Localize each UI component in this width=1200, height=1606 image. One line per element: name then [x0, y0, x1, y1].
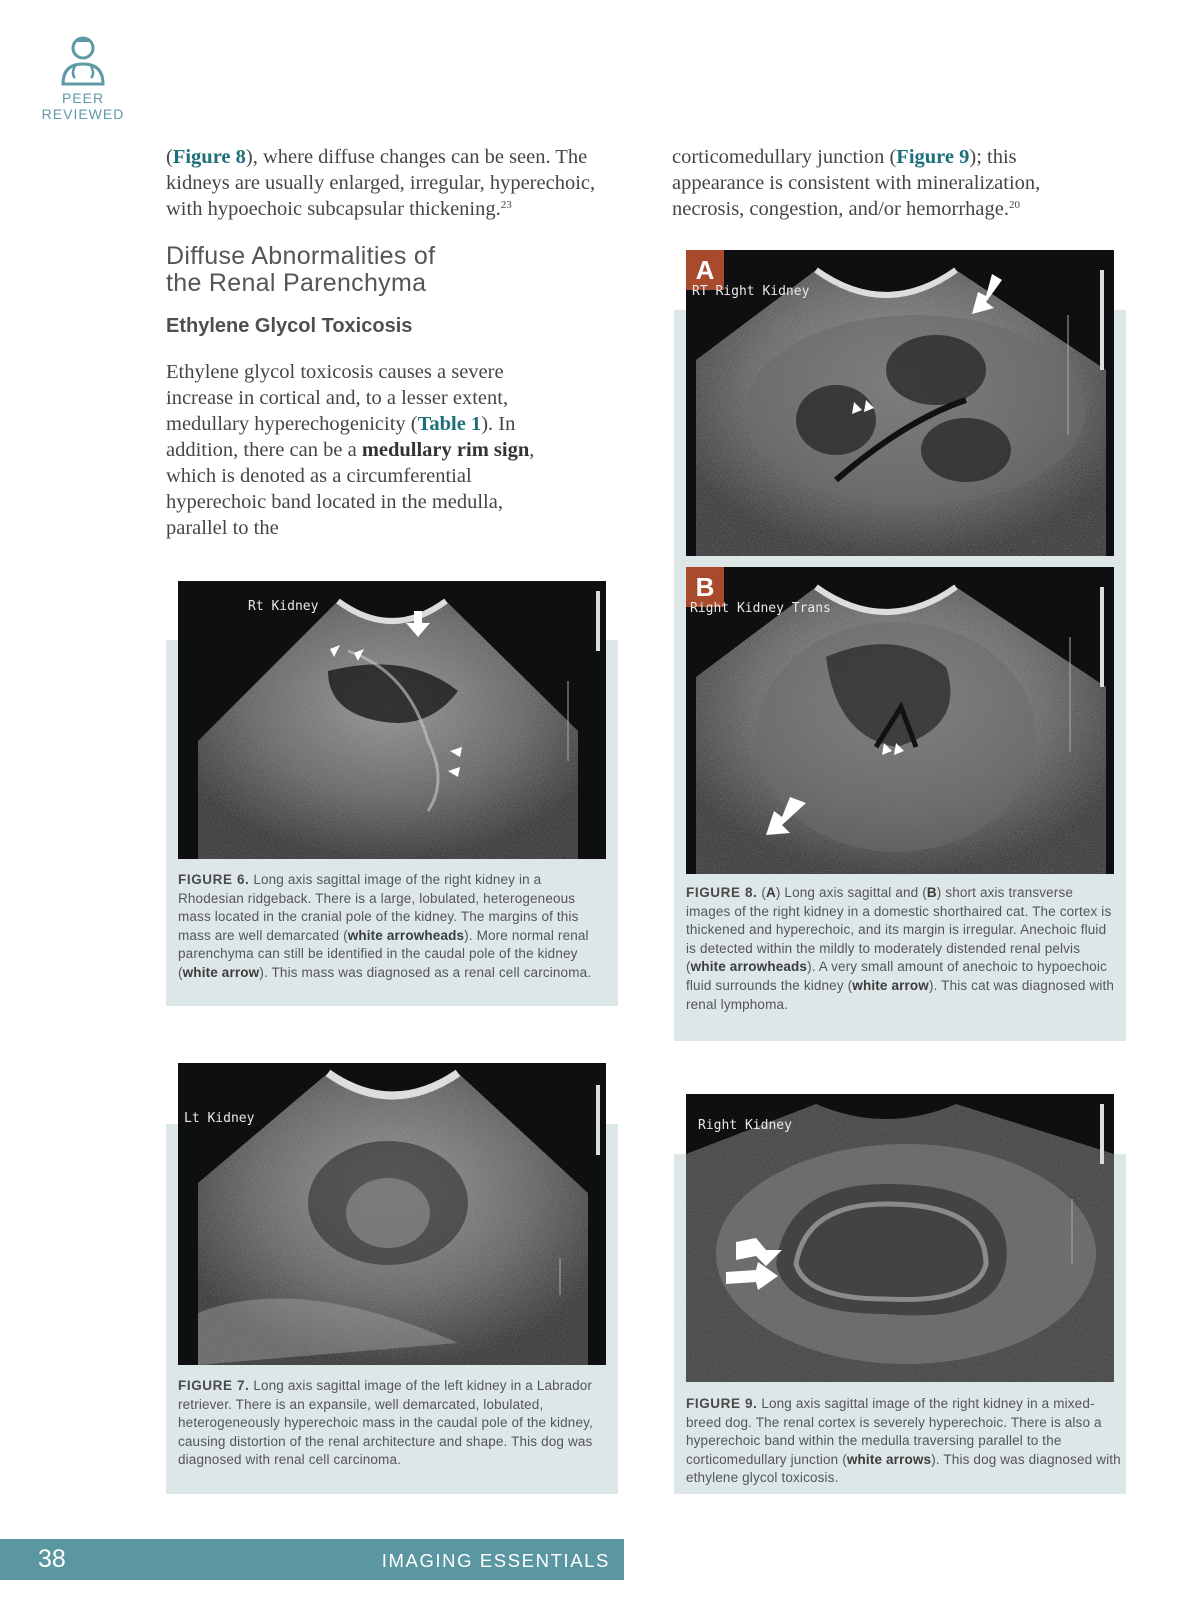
badge-line-2: REVIEWED — [41, 106, 125, 122]
figure-8b-image-label: Right Kidney Trans — [690, 601, 831, 616]
figure-9-image-label: Right Kidney — [698, 1118, 792, 1133]
figure-6-caption: FIGURE 6. Long axis sagittal image of the right kidney in a Rhodesian ridgeback. There is a large, lobulated, heterogeneous mass located in the cranial pole of the kidney. The margins of this mass are well demarcated (white arrowheads). More normal renal parenchyma can still be identified in the caudal pole of the kidney (white arrow). This mass was diagnosed as a renal cell carcinoma. — [178, 872, 592, 980]
page-number: 38 — [38, 1545, 66, 1573]
medullary-rim-sign-term: medullary rim sign — [361, 439, 530, 461]
figure-7-image-label: Lt Kidney — [184, 1111, 255, 1126]
figure-7-caption: FIGURE 7. Long axis sagittal image of the left kidney in a Labrador retriever. There is an expansile, well demarcated, lobulated, heterogeneously hyperechoic mass in the caudal pole of the kidney, causing distortion of the renal architecture and shape. This dog was diagnosed with renal cell carcinoma. — [178, 1378, 593, 1468]
figure-8a-ultrasound-image — [686, 250, 1114, 556]
col2-intro-paragraph: corticomedullary junction (Figure 9); this appearance is consistent with mineralization, necrosis, congestion, and/or hemorrhage.$^{20}$ — [672, 146, 1041, 220]
subheading: Ethylene Glycol Toxicosis — [166, 315, 413, 337]
doctor-icon — [59, 34, 107, 86]
badge-line-1: PEER — [61, 90, 105, 106]
figure-8b-ultrasound-image — [686, 567, 1114, 874]
figure-9-ultrasound-image — [686, 1094, 1114, 1382]
figure-9-link[interactable]: Figure 9 — [896, 146, 970, 168]
figure-8a-image-label: RT Right Kidney — [692, 284, 810, 299]
figure-8-caption: FIGURE 8. (A) Long axis sagittal and (B) short axis transverse images of the right kidney in a domestic shorthaired cat. The cortex is thickened and hyperechoic, and its margin is irregular. Anechoic fluid is detected within the mildly to moderately distended renal pelvis (white arrowheads). A very small amount of anechoic to hypoechoic fluid surrounds the kidney (white arrow). This cat was diagnosed with renal lymphoma. — [686, 885, 1115, 1012]
figure-6-image-label: Rt Kidney — [248, 599, 319, 614]
section-heading: Diffuse Abnormalities of the Renal Parenchyma — [166, 242, 436, 297]
figure-8-panel-a-letter: A — [686, 250, 724, 290]
figure-8-link[interactable]: Figure 8 — [172, 146, 246, 168]
figure-9-caption: FIGURE 9. Long axis sagittal image of the right kidney in a mixed-breed dog. The renal cortex is severely hyperechoic. There is also a hyperechoic band within the medulla traversing parallel to the corticomedullary junction (white arrows). This dog was diagnosed with ethylene glycol toxicosis. — [686, 1396, 1121, 1486]
ethylene-glycol-paragraph: Ethylene glycol toxicosis causes a severe increase in cortical and, to a lesser extent, medullary hyperechogenicity (Table 1). In addition, there can be a medullary rim sign, which is denoted as a circumferential hyperechoic band located in the medulla, parallel to the — [166, 361, 535, 539]
peer-reviewed-badge — [30, 34, 136, 122]
page-footer — [0, 1539, 624, 1580]
figure-7-ultrasound-image — [178, 1063, 606, 1365]
section-name: IMAGING ESSENTIALS — [381, 1550, 610, 1571]
figure-6-ultrasound-image — [178, 581, 606, 859]
col1-intro-paragraph: (Figure 8), where diffuse changes can be seen. The kidneys are usually enlarged, irregular, hyperechoic, with hypoechoic subcapsular thickening.$^{23}$ — [166, 146, 596, 220]
table-1-link[interactable]: Table 1 — [417, 413, 482, 435]
figure-8-panel-b-letter: B — [686, 567, 724, 607]
